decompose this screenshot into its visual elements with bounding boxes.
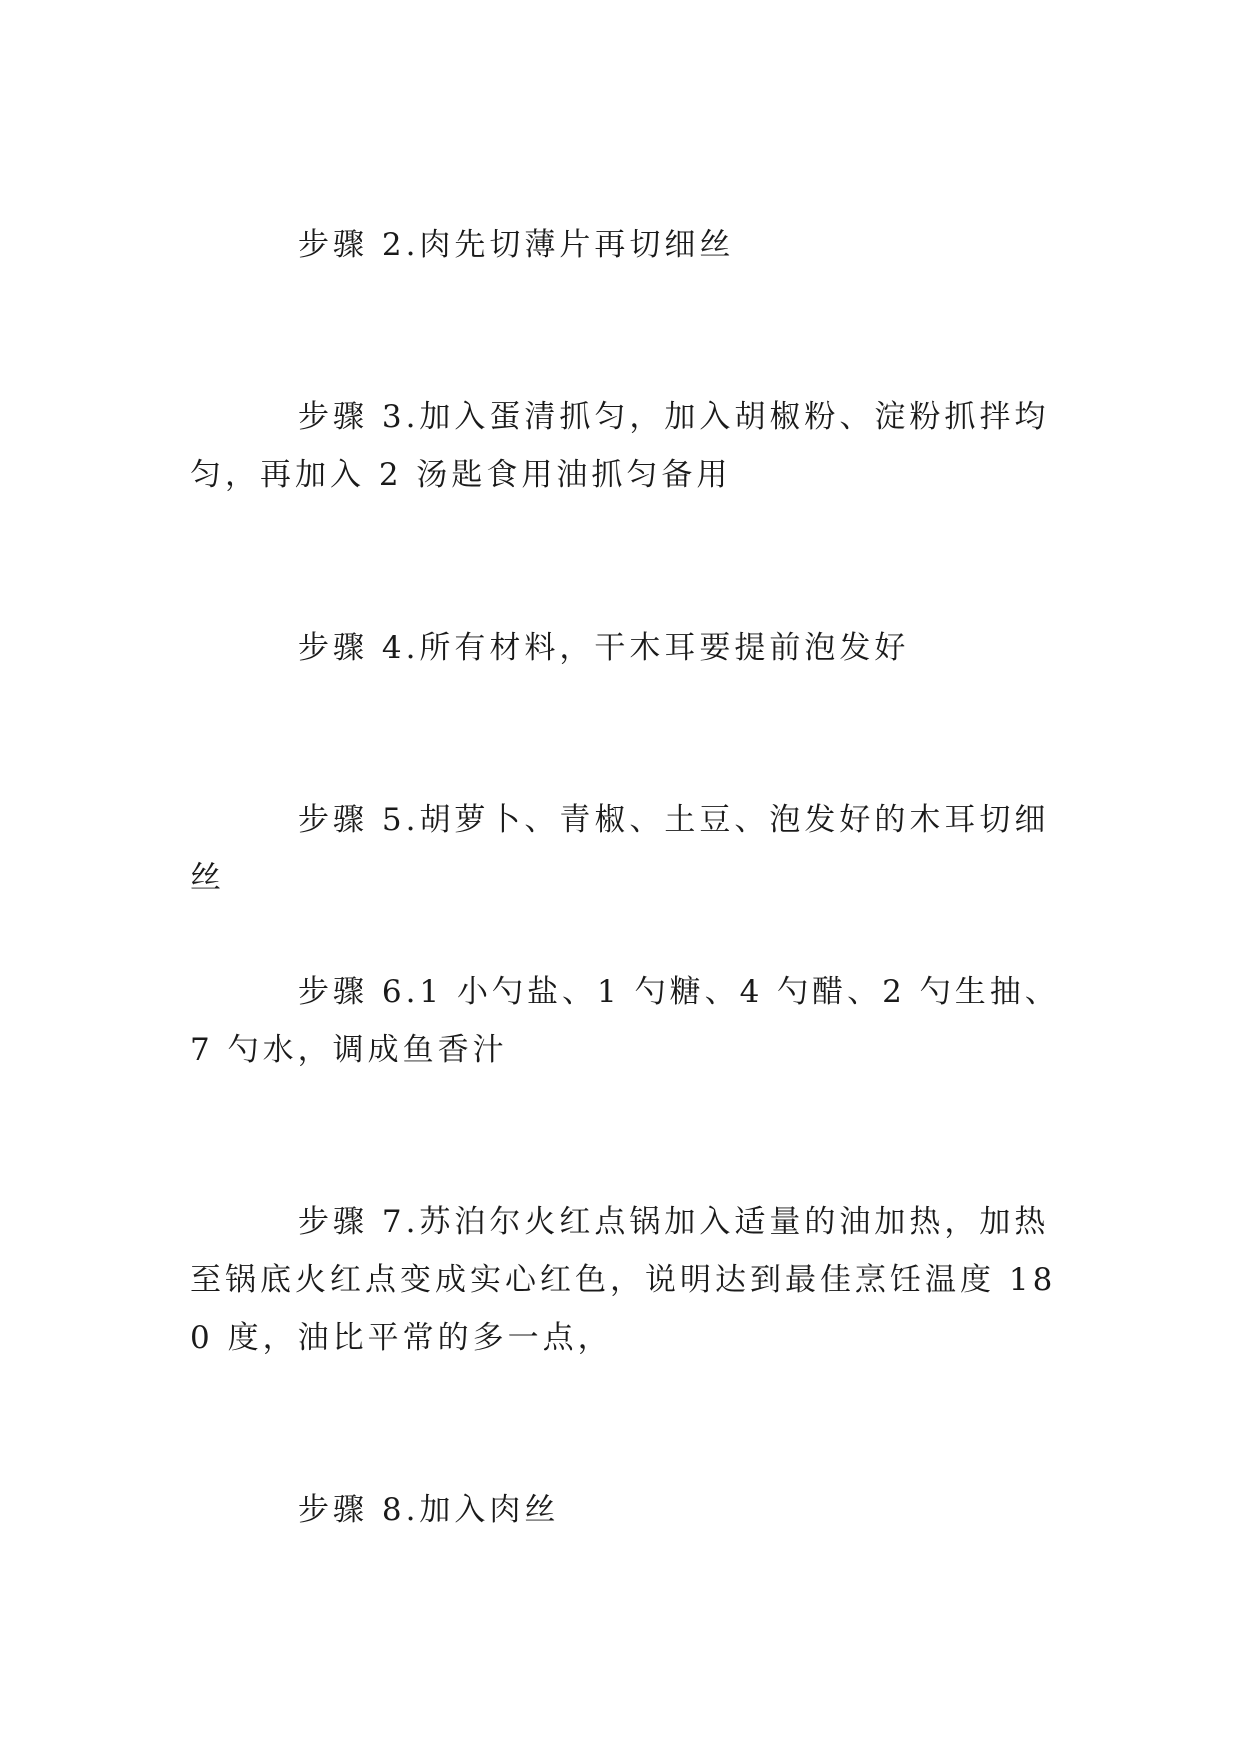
step-6-paragraph: 步骤 6.1 小勺盐、1 勺糖、4 勺醋、2 勺生抽、7 勺水，调成鱼香汁: [190, 974, 1060, 1068]
step-3-paragraph: 步骤 3.加入蛋清抓匀，加入胡椒粉、淀粉抓拌均匀，再加入 2 汤匙食用油抓匀备用: [190, 399, 1050, 493]
step-8-paragraph: 步骤 8.加入肉丝: [298, 1492, 560, 1528]
step-2-paragraph: 步骤 2.肉先切薄片再切细丝: [298, 227, 735, 263]
step-5-paragraph: 步骤 5.胡萝卜、青椒、土豆、泡发好的木耳切细丝: [190, 802, 1050, 896]
step-7-paragraph: 步骤 7.苏泊尔火红点锅加入适量的油加热，加热至锅底火红点变成实心红色，说明达到最佳烹饪温度 180 度，油比平常的多一点，: [190, 1204, 1057, 1356]
step-4-paragraph: 步骤 4.所有材料，干木耳要提前泡发好: [298, 630, 910, 666]
